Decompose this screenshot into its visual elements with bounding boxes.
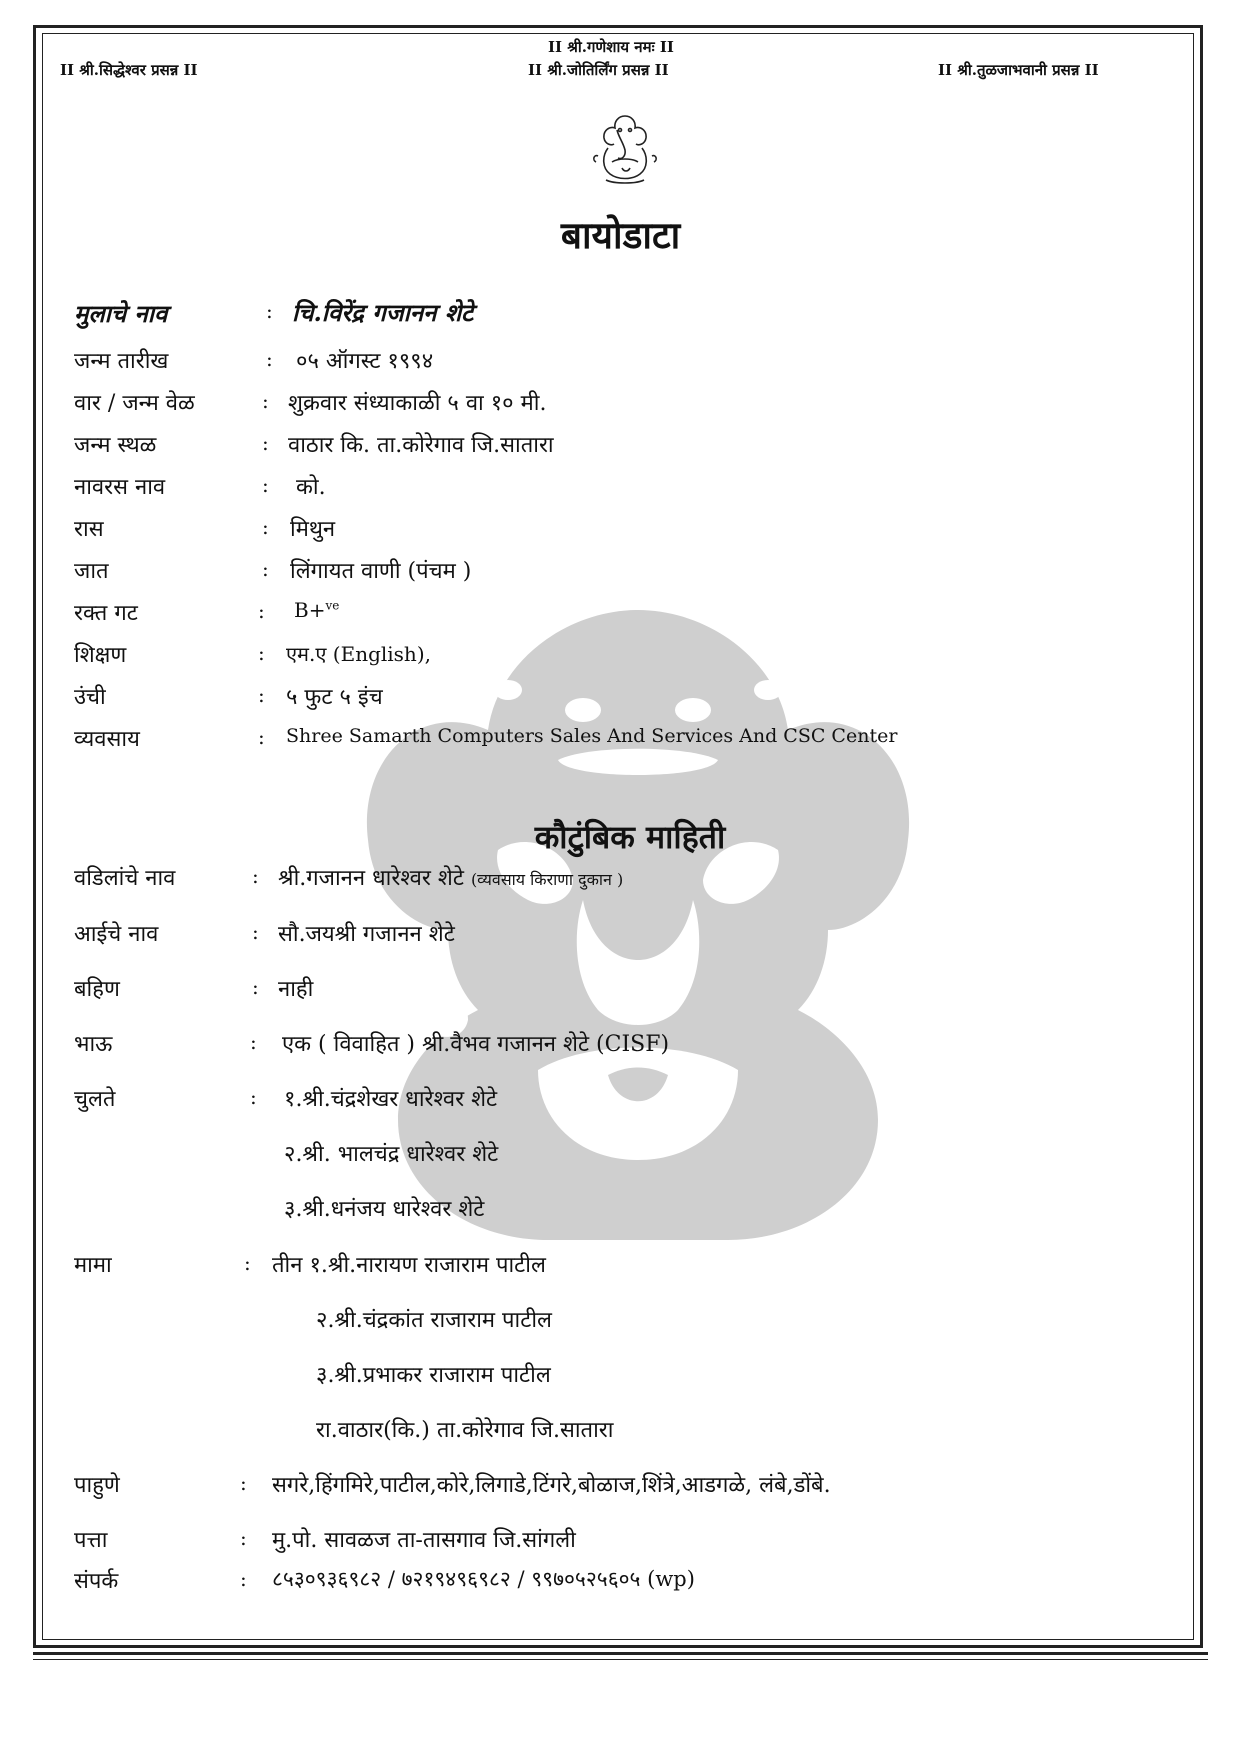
field-label-address: पत्ता <box>74 1528 108 1553</box>
field-label-maternal-uncles: मामा <box>74 1253 112 1278</box>
bottom-rule-thin <box>33 1659 1208 1660</box>
field-colon: : <box>240 1471 247 1495</box>
field-colon: : <box>258 683 265 707</box>
field-value-name: चि.विरेंद्र गजानन शेटे <box>292 298 474 327</box>
family-section-title: कौटुंबिक माहिती <box>534 818 726 856</box>
field-value-blood-group <box>294 598 339 622</box>
field-value-height: ५ फुट ५ इंच <box>286 685 383 710</box>
field-colon: : <box>250 1030 257 1054</box>
field-label-mother: आईचे नाव <box>74 922 159 947</box>
field-value-birth-place: वाठार कि. ता.कोरेगाव जि.सातारा <box>288 433 554 458</box>
field-label-height: उंची <box>74 685 106 710</box>
field-colon: : <box>252 920 259 944</box>
field-colon: : <box>252 864 259 888</box>
maternal-uncle-address: रा.वाठार(कि.) ता.कोरेगाव जि.सातारा <box>316 1418 614 1443</box>
blood-group-sup: ve <box>325 598 340 613</box>
field-label-rashi: रास <box>74 517 104 542</box>
field-value-nakshatra-name: को. <box>296 475 326 500</box>
father-occupation-note: (व्यवसाय किराणा दुकान ) <box>470 870 624 889</box>
uncle-line-1: १.श्री.चंद्रशेखर धारेश्वर शेटे <box>284 1087 498 1112</box>
field-colon: : <box>266 299 273 323</box>
field-label-caste: जात <box>74 559 109 584</box>
field-value-relatives: सगरे,हिंगमिरे,पाटील,कोरे,लिगाडे,टिंगरे,बोळाज,शिंत्रे,आडगळे, लंबे,डोंबे. <box>272 1473 831 1498</box>
field-colon: : <box>266 347 273 371</box>
invocation-jotirling: II श्री.जोतिर्लिंग प्रसन्न II <box>528 61 669 79</box>
field-label-birth-time: वार / जन्म वेळ <box>74 391 195 416</box>
uncle-line-3: ३.श्री.धनंजय धारेश्वर शेटे <box>284 1197 485 1222</box>
field-value-dob: ०५ ऑगस्ट १९९४ <box>296 349 434 374</box>
field-colon: : <box>262 389 269 413</box>
field-value-father <box>278 862 623 892</box>
field-colon: : <box>250 1085 257 1109</box>
field-label-uncles: चुलते <box>74 1087 116 1112</box>
field-colon: : <box>252 975 259 999</box>
field-label-father: वडिलांचे नाव <box>74 866 176 891</box>
field-label-contact: संपर्क <box>74 1569 119 1594</box>
field-label-brother: भाऊ <box>74 1032 113 1057</box>
father-name: श्री.गजानन धारेश्वर शेटे <box>278 866 464 891</box>
field-colon: : <box>244 1251 251 1275</box>
maternal-uncle-line-3: ३.श्री.प्रभाकर राजाराम पाटील <box>316 1363 551 1388</box>
field-colon: : <box>262 473 269 497</box>
maternal-uncle-line-1: तीन १.श्री.नारायण राजाराम पाटील <box>272 1253 546 1278</box>
field-value-address: मु.पो. सावळज ता-तासगाव जि.सांगली <box>272 1528 576 1553</box>
field-label-blood-group: रक्त गट <box>74 601 138 626</box>
field-value-education: एम.ए (English), <box>286 642 431 666</box>
uncle-line-2: २.श्री. भालचंद्र धारेश्वर शेटे <box>284 1142 499 1167</box>
field-label-birth-place: जन्म स्थळ <box>74 433 157 458</box>
blood-group-value: B+ <box>294 598 326 622</box>
field-value-sister: नाही <box>278 977 314 1002</box>
field-colon: : <box>262 557 269 581</box>
invocation-ganesh: II श्री.गणेशाय नमः II <box>548 38 674 56</box>
field-colon: : <box>240 1567 247 1591</box>
maternal-uncle-line-2: २.श्री.चंद्रकांत राजाराम पाटील <box>316 1308 552 1333</box>
field-label-education: शिक्षण <box>74 643 127 668</box>
field-label-name: मुलाचे नाव <box>74 299 168 328</box>
field-colon: : <box>262 515 269 539</box>
field-colon: : <box>258 641 265 665</box>
field-value-mother: सौ.जयश्री गजानन शेटे <box>278 922 455 947</box>
field-value-birth-time: शुक्रवार संध्याकाळी ५ वा १० मी. <box>288 391 547 416</box>
field-value-occupation: Shree Samarth Computers Sales And Services And CSC Center <box>286 725 898 747</box>
field-value-contact: ८५३०९३६९८२ / ७२१९४९६९८२ / ९९७०५२५६०५ (wp) <box>272 1567 695 1591</box>
field-colon: : <box>240 1526 247 1550</box>
invocation-siddheshwar: II श्री.सिद्धेश्वर प्रसन्न II <box>60 61 198 79</box>
field-colon: : <box>258 725 265 749</box>
field-colon: : <box>262 431 269 455</box>
field-label-occupation: व्यवसाय <box>74 727 140 752</box>
field-value-rashi: मिथुन <box>290 517 336 542</box>
field-value-brother: एक ( विवाहित ) श्री.वैभव गजानन शेटे (CISF) <box>282 1032 670 1057</box>
page-title: बायोडाटा <box>560 213 681 257</box>
field-value-caste: लिंगायत वाणी (पंचम ) <box>290 559 472 584</box>
ganesha-icon <box>588 112 662 186</box>
field-label-dob: जन्म तारीख <box>74 349 169 374</box>
field-label-relatives: पाहुणे <box>74 1473 120 1498</box>
field-label-sister: बहिण <box>74 977 120 1002</box>
invocation-tuljabhavani: II श्री.तुळजाभवानी प्रसन्न II <box>938 61 1099 79</box>
field-colon: : <box>258 599 265 623</box>
field-label-nakshatra-name: नावरस नाव <box>74 475 166 500</box>
bottom-rule <box>33 1652 1208 1655</box>
